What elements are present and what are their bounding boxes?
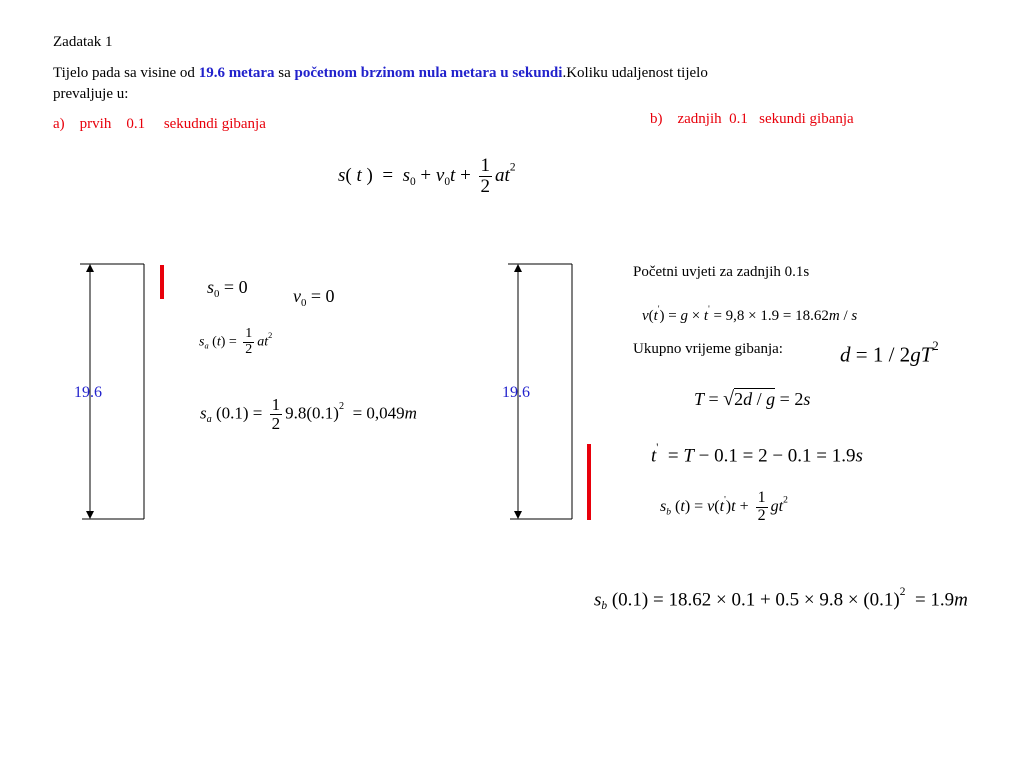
segment-marker-b [587,444,591,520]
segment-marker-a [160,265,164,299]
height-label-a: 19.6 [74,384,102,401]
total-time-label: Ukupno vrijeme gibanja: [633,341,783,357]
sa-formula: $s_a$ (t) = $\frac{1}{2}$ $at^2$ [199,326,273,357]
initial-conditions-label: Početni uvjeti za zadnjih 0.1s [633,264,810,280]
distance-equation: $d = 1 / 2gT^2$ [840,339,939,367]
desc-mid: sa [274,65,295,81]
task-description [53,65,708,82]
sb-value: $s_b$ $(0.1) = 18.62 \times 0.1 + 0.5 \times 9.8 \times (0.1)^2 = 1.9m$ [594,586,968,613]
desc-line2: prevaljuje u: [53,86,129,102]
part-a-label: a) prvih 0.1 sekudndi gibanja [53,116,266,132]
time-equation: T = √2d / g = 2s [694,388,811,410]
desc-start: Tijelo pada sa visine od [53,65,199,81]
velocity-equation: v(t') = g × t' = 9,8 × 1.9 = 18.62m / s [642,304,858,325]
s0-equation: $s_0 = 0$ [207,277,248,300]
sa-value: $s_a$ (0.1) = $\frac{1}{2}$ $9.8(0.1)^2 = 0,049m$ [200,395,417,433]
task-title: Zadatak 1 [53,34,113,50]
sb-formula: $s_b$ (t) = v(t')t + $\frac{1}{2}$ $gt^2$ [660,489,788,524]
part-b-label: b) zadnjih 0.1 sekundi gibanja [650,111,854,127]
tprime-equation: t' = T − 0.1 = 2 − 0.1 = 1.9s [651,442,863,467]
desc-height: 19.6 metara [198,65,275,81]
main-equation: s( t ) = $s_0 + v_0t$ + $\frac{1}{2}$ $at^2$ [338,155,516,197]
desc-end: .Koliku udaljenost tijelo [562,65,708,81]
v0-equation: $v_0 = 0$ [293,286,335,309]
height-label-b: 19.6 [502,384,530,401]
desc-speed: početnom brzinom nula metara u sekundi [294,65,563,81]
